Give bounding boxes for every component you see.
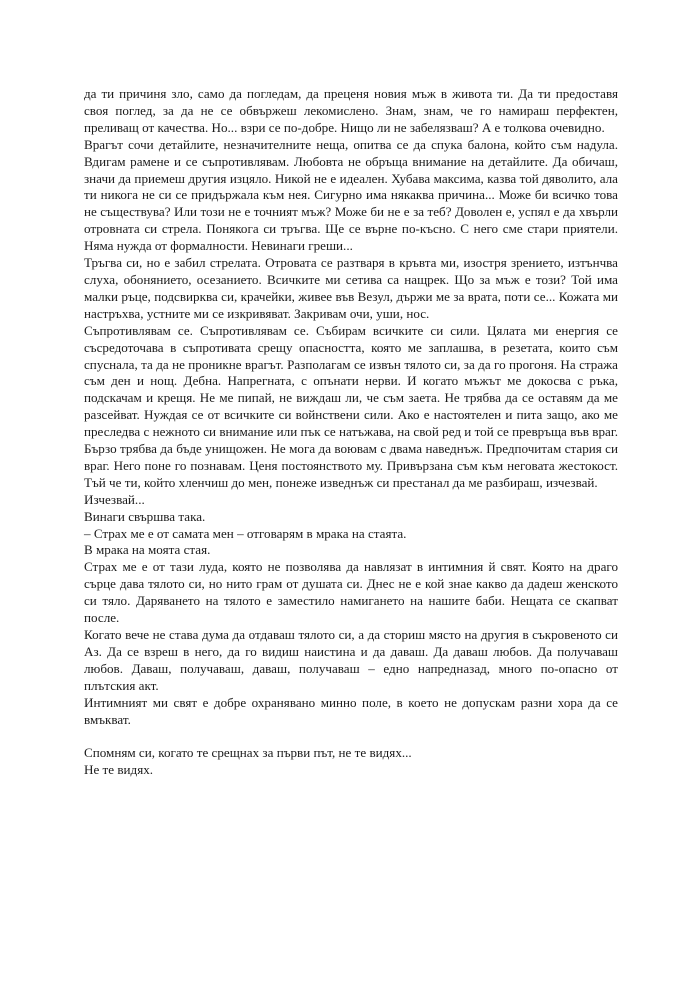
paragraph-3: Тръгва си, но е забил стрелата. Отровата се разтваря в кръвта ми, изостря зрението, изтънчва слуха, обонянието, осезанието. Всичките ми сетива са нащрек. Що за мъж е този? Той има малки ръце, подсвирква си, крачейки, живее във Везул, държи ме за врата, поти се... Кожата ми настръхва, устните ми се изкривяват. Закривам очи, уши, нос.	[84, 255, 618, 321]
paragraph-gap	[84, 728, 618, 745]
paragraph-12: Спомням си, когато те срещнах за първи път, не те видях...	[84, 745, 412, 761]
paragraph-9: Страх ме е от тази луда, която не позволява да навлязат в интимния й свят. Която на драго сърце дава тялото си, но нито грам от душата си. Днес не е кой знае какво да дадеш женското си тяло. Даряването на тялото е заместило намигането на нашите баби. Нещата се скапват после.	[84, 559, 618, 626]
paragraph-4: Съпротивлявам се. Съпротивлявам се. Събирам всичките си сили. Цялата ми енергия се съсредоточава в съпротивата срещу опасността, която ме заплашва, в резетата, които съм спуснала, та да не проникне врагът. Разполагам се извън тялото си, за да го прогоня. На стража съм ден и нощ. Дебна. Напрегната, с опънати нерви. И когато мъжът ме докосва с ръка, подскачам и крещя. Не ме пипай, не виждаш ли, че съм заета. Не трябва да се оставям да ме разсейват. Нуждая се от всичките си войнствени сили. Ако е настоятелен и пита защо, ако ме преследва с нежното си внимание или пък се натъжава, на свой ред и той се превръща във враг. Бързо трябва да бъде унищожен. Не мога да воювам с двама наведнъж. Предпочитам стария си враг. Него поне го познавам. Ценя постоянството му. Привързана съм към неговата жестокост. Тъй че ти, който хленчиш до мен, понеже изведнъж си престанал да ме разбираш, изчезвай.	[84, 322, 618, 490]
paragraph-8: В мрака на моята стая.	[84, 542, 211, 558]
paragraph-5: Изчезвай...	[84, 491, 145, 507]
paragraph-13: Не те видях.	[84, 762, 154, 778]
paragraph-10: Когато вече не става дума да отдаваш тялото си, а да сториш място на другия в съкровеното си Аз. Да се взреш в него, да го видиш наистина и да даваш. Да даваш любов. Да получаваш любов. Даваш, получаваш, даваш, получаваш – едно напредназад, много по-опасно от плътския акт.	[84, 627, 618, 693]
paragraph-11: Интимният ми свят е добре охранявано минно поле, в което не допускам разни хора да се вмъкват.	[84, 694, 618, 727]
paragraph-2: Врагът сочи детайлите, незначителните неща, опитва се да спука балона, който съм надула. Вдигам рамене и се съпротивлявам. Любовта не обръща внимание на детайлите. Да обичаш, значи да приемеш другия изцяло. Никой не е идеален. Хубава максима, казва той дяволито, ала ти никога не си се придържала към нея. Сигурно има някаква причина... Може би всичко това не съществува? Или този не е точният мъж? Може би не е за теб? Доволен е, успял е да хвърли отровната си стрела. Понякога си тръгва. Ще се върне по-късно. С него сме стари приятели. Няма нужда от формалности. Невинаги греши...	[84, 136, 618, 254]
paragraph-7: – Страх ме е от самата мен – отговарям в мрака на стаята.	[84, 525, 407, 541]
paragraph-1: да ти причиня зло, само да погледам, да преценя новия мъж в живота ти. Да ти предоставя своя поглед, за да не се обвържеш лекомислено. Знам, знам, че го намираш перфектен, преливащ от качества. Но... взри се по-добре. Нищо ли не забелязваш? А е толкова очевидно.	[84, 86, 618, 135]
paragraph-6: Винаги свършва така.	[84, 508, 206, 524]
document-body	[84, 86, 618, 779]
